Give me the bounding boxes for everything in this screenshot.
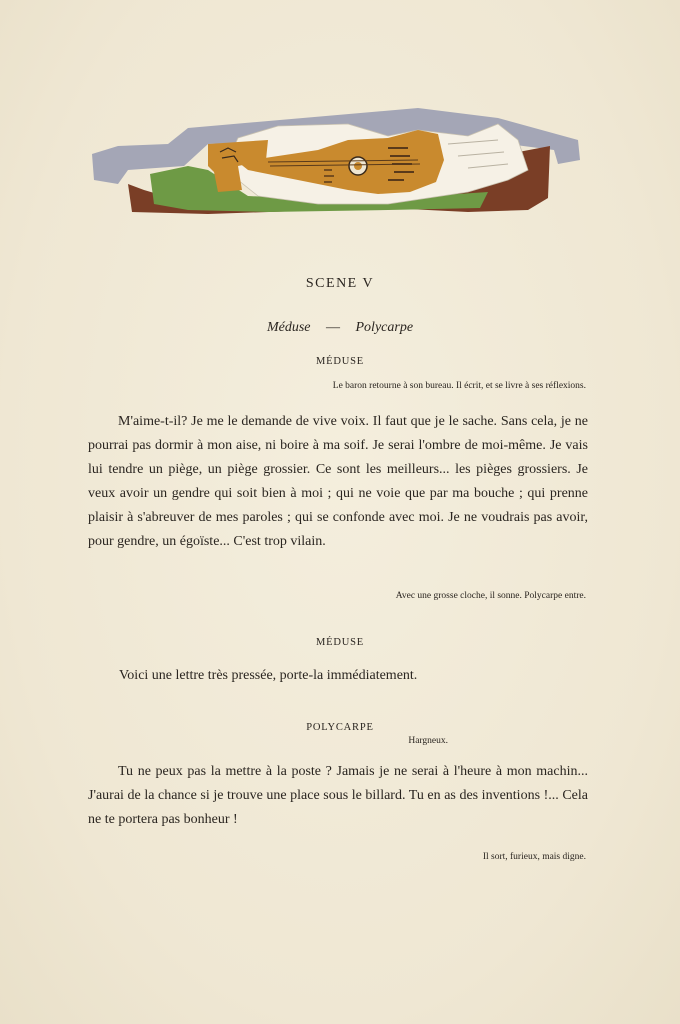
speaker-meduse-2: MÉDUSE	[316, 637, 364, 648]
speech-meduse-2: Voici une lettre très pressée, porte-la immédiatement.	[119, 668, 418, 683]
stage-direction-1: Le baron retourne à son bureau. Il écrit, et se livre à ses réflexions.	[332, 381, 586, 391]
speaker-polycarpe: POLYCARPE	[306, 722, 374, 733]
stage-direction-2: Avec une grosse cloche, il sonne. Polycarpe entre.	[395, 591, 586, 601]
speaker-meduse-1: MÉDUSE	[316, 356, 364, 367]
speech-paragraph: Tu ne peux pas la mettre à la poste ? Jamais je ne serai à l'heure à mon machin... J'aurai de la chance si je trouve une place sous le billard. Tu en as des inventions !... Cela ne te portera pas bonheur !	[88, 764, 588, 827]
character-separator: —	[326, 320, 340, 335]
scene-characters	[0, 320, 680, 336]
speech-paragraph: M'aime-t-il? Je me le demande de vive voix. Il faut que je le sache. Sans cela, je ne pourrai pas dormir à mon aise, ni boire à ma soif. Je serai l'ombre de moi-même. Je vais lui tendre un piège, un piège grossier. Ce sont les meilleurs... les pièges grossiers. Je veux avoir un gendre qui soit bien à moi ; qui ne voie que par ma bouche ; qui prenne plaisir à s'abreuver de mes paroles ; qui se confonde avec moi. Je ne voudrais pas avoir, pour gendre, un égoïste... C'est trop vilain.	[88, 414, 588, 549]
speech-meduse-1	[88, 410, 588, 554]
character-meduse: Méduse	[266, 320, 311, 335]
still-life-illustration	[88, 100, 584, 228]
speech-polycarpe	[88, 760, 588, 832]
scene-title: SCENE V	[305, 276, 375, 291]
character-polycarpe: Polycarpe	[355, 320, 414, 335]
stage-direction-3: Hargneux.	[408, 736, 448, 746]
stage-direction-4: Il sort, furieux, mais digne.	[482, 852, 586, 862]
